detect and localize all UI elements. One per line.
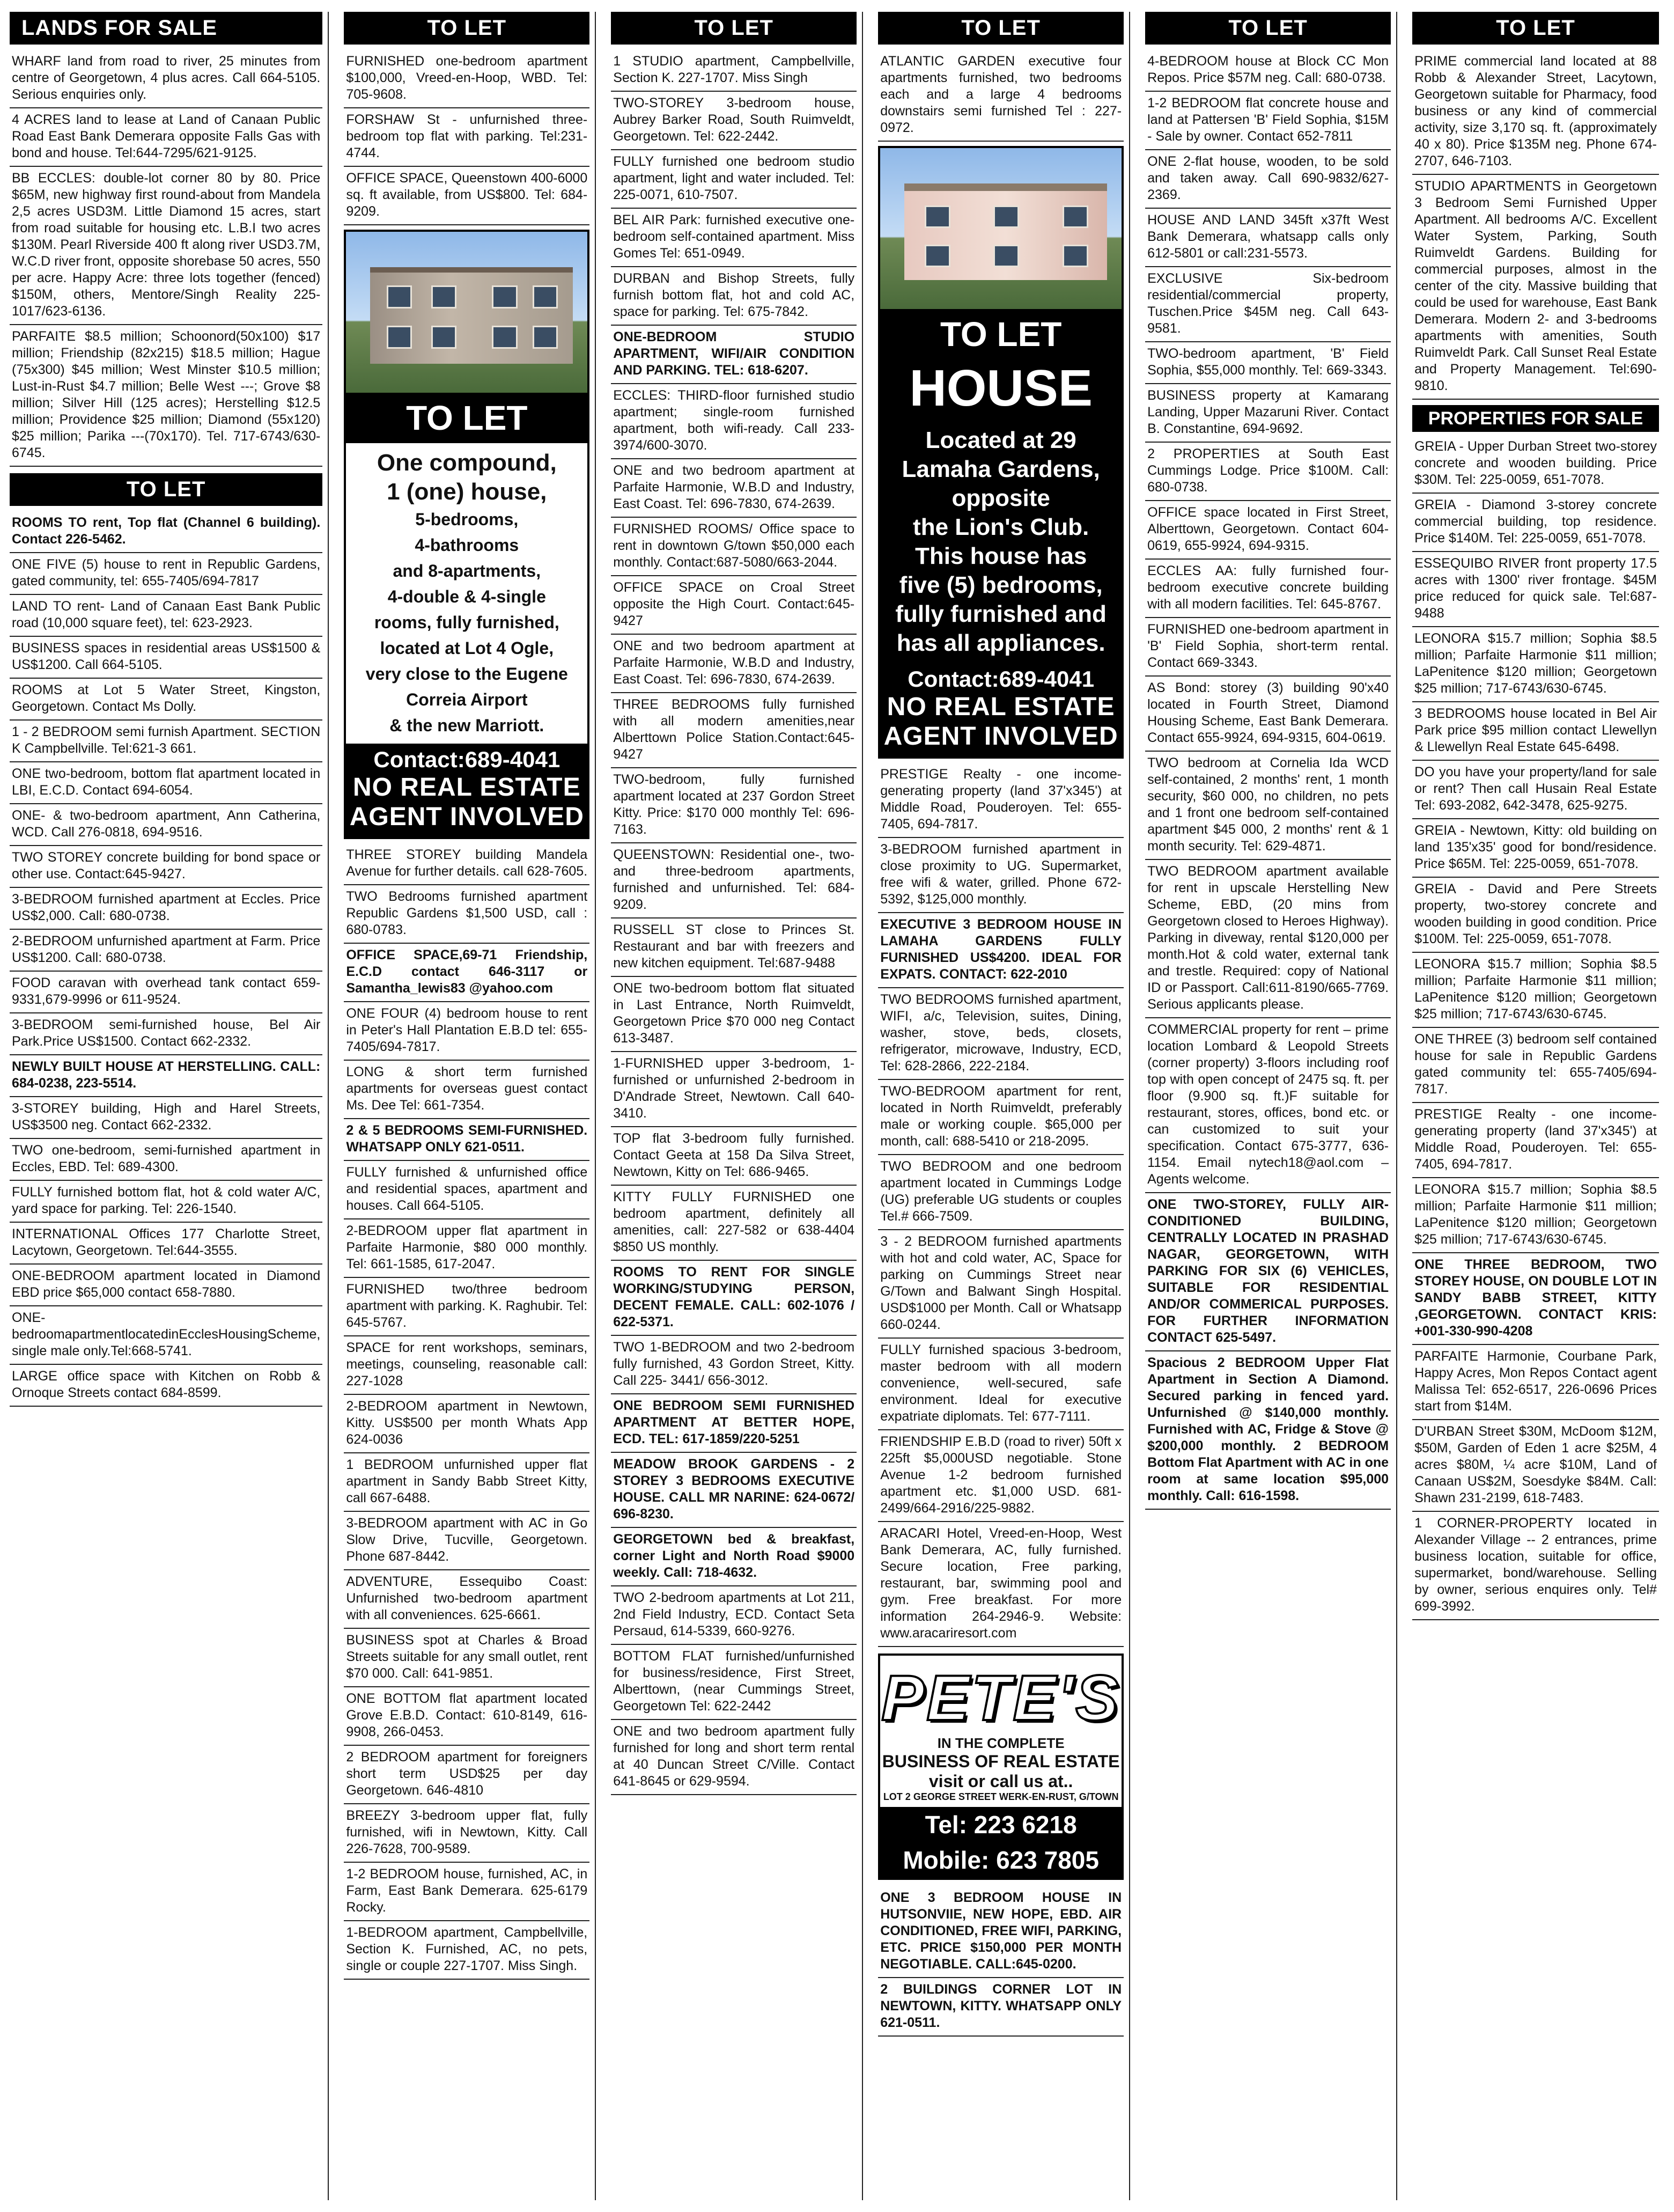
petes-real-estate-ad xyxy=(878,1654,1124,1880)
classified-ad: TWO BEDROOM and one bedroom apartment located in Cummings Lodge (UG) preferable UG students or couples Tel.# 666-7509. xyxy=(878,1155,1124,1230)
classified-ad: WHARF land from road to river, 25 minutes from centre of Georgetown, 4 plus acres. Call 664-5105. Serious enquiries only. xyxy=(10,50,322,108)
classified-ad: TWO BEDROOM apartment available for rent in upscale Herstelling New Scheme, EBD, (20 mins from Georgetown closed to Heroes Highway). Parking in diveway, rental $120,000 per month.Hot & cold water, external tank and trestle. Required: copy of National ID or Passport. Call:611-8190/665-7769. Serious applicants please. xyxy=(1145,860,1391,1018)
promo-contact: Contact:689-4041 xyxy=(346,744,587,773)
promo-body xyxy=(880,421,1122,663)
column-to-let-4 xyxy=(878,12,1130,2200)
classified-ad: TWO 1-BEDROOM and two 2-bedroom fully furnished, 43 Gordon Street, Kitty. Call 225- 3441/ 656-3012. xyxy=(611,1336,857,1394)
classified-ad: THREE BEDROOMS fully furnished with all modern amenities,near Alberttown Police Station.Contact:645-9427 xyxy=(611,693,857,768)
classified-ad: ONE and two bedroom apartment at Parfaite Harmonie, W.B.D and Industry, East Coast. Tel: 696-7830, 674-2639. xyxy=(611,635,857,693)
classified-ad: FOOD caravan with overhead tank contact 659-9331,679-9996 or 611-9524. xyxy=(10,972,322,1013)
promo-line: the Lion's Club. xyxy=(913,514,1089,540)
house-photo xyxy=(880,148,1122,309)
classified-ad: SPACE for rent workshops, seminars, meetings, counseling, reasonable call: 227-1028 xyxy=(344,1336,589,1395)
column-to-let-6 xyxy=(1412,12,1664,2200)
classified-ad: ONE TWO-STOREY, FULLY AIR-CONDITIONED BUILDING, CENTRALLY LOCATED IN PRASHAD NAGAR, GEORGETOWN, WITH PARKING FOR SIX (6) VEHICLES, SUITABLE FOR RESIDENTIAL AND/OR COMMERICAL PURPOSES. FOR FURTHER INFORMATION CONTACT 625-5497. xyxy=(1145,1193,1391,1351)
classified-ad: FRIENDSHIP E.B.D (road to river) 50ft x 225ft $5,000USD negotiable. Stone Avenue 1-2 bedroom furnished apartment etc. $1,000 USD. 681-2499/664-2916/225-9882. xyxy=(878,1430,1124,1522)
petes-mobile: Mobile: 623 7805 xyxy=(880,1842,1122,1878)
classified-ad: ROOMS at Lot 5 Water Street, Kingston, Georgetown. Contact Ms Dolly. xyxy=(10,679,322,721)
classified-ad: EXCLUSIVE Six-bedroom residential/commercial property, Tuschen.Price $45M neg. Call 643-9581. xyxy=(1145,267,1391,342)
promo-line: very close to the Eugene xyxy=(365,664,568,684)
classified-ad: 3-BEDROOM semi-furnished house, Bel Air Park.Price US$1500. Contact 662-2332. xyxy=(10,1013,322,1055)
classified-ad: LARGE office space with Kitchen on Robb & Ornoque Streets contact 684-8599. xyxy=(10,1365,322,1407)
classified-ad: TWO-BEDROOM apartment for rent, located in North Ruimveldt, preferably male or working couple. $65,000 per month, call: 688-5410 or 218-2095. xyxy=(878,1080,1124,1155)
classified-ad: ONE BOTTOM flat apartment located Grove E.B.D. Contact: 610-8149, 616-9908, 266-0453. xyxy=(344,1687,589,1746)
section-header: TO LET xyxy=(1412,12,1659,45)
classified-ad: 1 CORNER-PROPERTY located in Alexander Village -- 2 entrances, prime business location, suitable for office, supermarket, bond/warehouse. Selling by owner, serious enquires only. Tel# 699-3992. xyxy=(1412,1512,1659,1620)
classified-ad: QUEENSTOWN: Residential one-, two- and three-bedroom apartments, furnished and unfurnished. Tel: 684-9209. xyxy=(611,843,857,918)
classified-ad: TWO Bedrooms furnished apartment Republic Gardens $1,500 USD, call : 680-0783. xyxy=(344,885,589,944)
promo-contact: Contact:689-4041 xyxy=(880,663,1122,692)
classified-ad: 2-BEDROOM upper flat apartment in Parfaite Harmonie, $80 000 monthly. Tel: 661-1585, 617-2047. xyxy=(344,1219,589,1278)
classified-ad: RUSSELL ST close to Princes St. Restaurant and bar with freezers and new kitchen equipment. Tel:687-9488 xyxy=(611,918,857,977)
classified-ad: 2 BUILDINGS CORNER LOT IN NEWTOWN, KITTY. WHATSAPP ONLY 621-0511. xyxy=(878,1978,1124,2037)
column-to-let-3 xyxy=(611,12,863,2200)
classified-ad: AS Bond: storey (3) building 90'x40 located in Fourth Street, Diamond Housing Scheme, East Bank Demerara. Contact 655-9924, 694-9315, 604-0619. xyxy=(1145,677,1391,752)
promo-line: This house has xyxy=(915,543,1087,569)
promo-line: opposite xyxy=(952,485,1050,511)
section-header: PROPERTIES FOR SALE xyxy=(1412,405,1659,432)
classified-ad: BUSINESS spot at Charles & Broad Streets suitable for any small outlet, rent $70 000. Call: 641-9851. xyxy=(344,1629,589,1687)
classified-ad: 1-2 BEDROOM house, furnished, AC, in Farm, East Bank Demerara. 625-6179 Rocky. xyxy=(344,1863,589,1921)
classified-ad: 3 BEDROOMS house located in Bel Air Park price $95 million contact Llewellyn & Llewellyn Real Estate 645-6498. xyxy=(1412,702,1659,761)
classified-ad: KITTY FULLY FURNISHED one bedroom apartment, definitely all amenities, call: 227-582 or 638-4404 $850 US monthly. xyxy=(611,1186,857,1261)
classified-ad: DO you have your property/land for sale or rent? Then call Husain Real Estate Tel: 693-2082, 642-3478, 625-9275. xyxy=(1412,761,1659,819)
promo-title: TO LET xyxy=(346,393,587,443)
classified-ad: ONE and two bedroom apartment fully furnished for long and short term rental at 40 Duncan Street C/Ville. Contact 641-8645 or 629-9594. xyxy=(611,1720,857,1795)
classified-ad: 1-FURNISHED upper 3-bedroom, 1-furnished or unfurnished 2-bedroom in D'Andrade Street, Newtown. Call 640-3410. xyxy=(611,1052,857,1127)
classified-ad: ONE 3 BEDROOM HOUSE IN HUTSONVIIE, NEW HOPE, EBD. AIR CONDITIONED, FREE WIFI, PARKING, ETC. PRICE $150,000 PER MONTH NEGOTIABLE. CALL:645-0200. xyxy=(878,1886,1124,1978)
petes-phone: Tel: 223 6218 xyxy=(880,1807,1122,1842)
classified-ad: 2 PROPERTIES at South East Cummings Lodge. Price $100M. Call: 680-0738. xyxy=(1145,443,1391,501)
classified-ad: LONG & short term furnished apartments for overseas guest contact Ms. Dee Tel: 661-7354. xyxy=(344,1061,589,1119)
classified-ad: ROOMS TO RENT FOR SINGLE WORKING/STUDYING PERSON, DECENT FEMALE. CALL: 602-1076 / 622-5371. xyxy=(611,1261,857,1336)
classified-ad: 1-BEDROOM apartment, Campbellville, Section K. Furnished, AC, no pets, single or couple 227-1707. Miss Singh. xyxy=(344,1921,589,1980)
classified-ad: ONE 2-flat house, wooden, to be sold and taken away. Call 690-9832/627-2369. xyxy=(1145,150,1391,209)
classified-ad: ESSEQUIBO RIVER front property 17.5 acres with 1300' river frontage. $45M price reduced for quick sale. Tel:687-9488 xyxy=(1412,552,1659,627)
classified-ad: ECCLES: THIRD-floor furnished studio apartment; single-room furnished apartment, both wifi-ready. Call 233-3974/600-3070. xyxy=(611,384,857,459)
classified-ad: THREE STOREY building Mandela Avenue for further details. call 628-7605. xyxy=(344,843,589,885)
classified-ad: 3-BEDROOM furnished apartment in close proximity to UG. Supermarket, free wifi & water, grilled. Phone 672-5392, $125,000 monthly. xyxy=(878,838,1124,913)
classified-ad: TWO bedroom at Cornelia Ida WCD self-contained, 2 months' rent, 1 month security, $60 000, no children, no pets and 1 front one bedroom self-contained apartment $45 000, 2 months' rent & 1 month security. Tel: 629-4871. xyxy=(1145,752,1391,860)
classified-ad: FURNISHED two/three bedroom apartment with parking. K. Raghubir. Tel: 645-5767. xyxy=(344,1278,589,1336)
classified-ad: GEORGETOWN bed & breakfast, corner Light and North Road $9000 weekly. Call: 718-4632. xyxy=(611,1528,857,1586)
building-illustration xyxy=(370,267,573,364)
classified-ad: INTERNATIONAL Offices 177 Charlotte Street, Lacytown, Georgetown. Tel:644-3555. xyxy=(10,1223,322,1265)
classified-ad: DURBAN and Bishop Streets, fully furnish bottom flat, hot and cold AC, space for parking. Tel: 675-7842. xyxy=(611,267,857,326)
classified-ad: STUDIO APARTMENTS in Georgetown 3 Bedroom Semi Furnished Upper Apartment. All bedrooms A/C. Excellent Water System, Parking, South Ruimveldt Gardens. Building for commercial purposes, almost in the center of the city. Massive building that could be used for warehouse, East Bank Demerara. Modern 2- and 3-bedrooms apartments with amenities, South Ruimveldt Park. Call Sunset Real Estate and Property Management. Tel:690-9810. xyxy=(1412,175,1659,400)
classified-ad: TWO-STOREY 3-bedroom house, Aubrey Barker Road, South Ruimveldt, Georgetown. Tel: 622-2442. xyxy=(611,92,857,150)
section-header: TO LET xyxy=(611,12,857,45)
classified-ad: PARFAITE Harmonie, Courbane Park, Happy Acres, Mon Repos Contact agent Malissa Tel: 652-6517, 226-0696 Prices start from $14M. xyxy=(1412,1345,1659,1420)
section-header: TO LET xyxy=(344,12,589,45)
classified-ad: BREEZY 3-bedroom upper flat, fully furnished, wifi in Newtown, Kitty. Call 226-7628, 700-9589. xyxy=(344,1804,589,1863)
classified-ad: ONE BEDROOM SEMI FURNISHED APARTMENT AT BETTER HOPE, ECD. TEL: 617-1859/220-5251 xyxy=(611,1394,857,1453)
section-header: TO LET xyxy=(10,473,322,506)
classified-ad: 3 - 2 BEDROOM furnished apartments with hot and cold water, AC, Space for parking on Cummings Street near G/Town and Balwant Singh Hospital. USD$1000 per Month. Call or Whatsapp 660-0244. xyxy=(878,1230,1124,1339)
classified-ad: GREIA - Newtown, Kitty: old building on land 135'x35' good for bond/residence. Price $65M. Tel: 225-0059, 651-7078. xyxy=(1412,819,1659,878)
classified-ad: ROOMS TO rent, Top flat (Channel 6 building). Contact 226-5462. xyxy=(10,511,322,553)
classified-ad: 4-BEDROOM house at Block CC Mon Repos. Price $57M neg. Call: 680-0738. xyxy=(1145,50,1391,92)
classified-ad: TWO BEDROOMS furnished apartment, WIFI, a/c, Television, suites, Dining, washer, stove, beds, closets, refrigerator, microwave, Industry, ECD, Tel: 628-2866, 222-2184. xyxy=(878,988,1124,1080)
classified-ad: 2 BEDROOM apartment for foreigners short term USD$25 per day Georgetown. 646-4810 xyxy=(344,1746,589,1804)
petes-tagline: BUSINESS OF REAL ESTATE xyxy=(882,1752,1120,1771)
classified-ad: ARACARI Hotel, Vreed-en-Hoop, West Bank Demerara, AC, fully furnished. Secure location, Free parking, restaurant, bar, swimming pool and gym. Free breakfast. For more information 264-2946-9. Website: www.aracariresort.com xyxy=(878,1522,1124,1647)
classified-ad: HOUSE AND LAND 345ft x37ft West Bank Demerara, whatsapp calls only 612-5801 or call:231-5573. xyxy=(1145,209,1391,267)
house-illustration xyxy=(904,183,1107,280)
house-promo-ad xyxy=(878,146,1124,759)
classified-ad: 2 & 5 BEDROOMS SEMI-FURNISHED. WHATSAPP ONLY 621-0511. xyxy=(344,1119,589,1161)
classified-ad: GREIA - Diamond 3-storey concrete commercial building, top residence. Price $140M. Tel: 225-0059, 651-7078. xyxy=(1412,494,1659,552)
column-to-let-5 xyxy=(1145,12,1397,2200)
promo-line: 5-bedrooms, xyxy=(415,510,519,529)
building-photo xyxy=(346,232,587,393)
column-to-let-2 xyxy=(344,12,596,2200)
promo-line: rooms, fully furnished, xyxy=(374,613,559,632)
classified-ad: FULLY furnished spacious 3-bedroom, master bedroom with all modern convenience, well-secured, safe environment. Ideal for executive expatriate diplomats. Tel: 677-7111. xyxy=(878,1339,1124,1430)
classified-ad: LAND TO rent- Land of Canaan East Bank Public road (10,000 square feet), tel: 623-2923. xyxy=(10,595,322,637)
classified-ad: FURNISHED one-bedroom apartment $100,000, Vreed-en-Hoop, WBD. Tel: 705-9608. xyxy=(344,50,589,108)
classified-ad: ADVENTURE, Essequibo Coast: Unfurnished two-bedroom apartment with all conveniences. 625-6661. xyxy=(344,1570,589,1629)
classified-ad: OFFICE SPACE,69-71 Friendship, E.C.D contact 646-3117 or Samantha_lewis83 @yahoo.com xyxy=(344,944,589,1002)
classified-ad: ONE and two bedroom apartment at Parfaite Harmonie, W.B.D and Industry, East Coast. Tel: 696-7830, 674-2639. xyxy=(611,459,857,518)
promo-line: Lamaha Gardens, xyxy=(902,456,1100,482)
classified-ad: ONE-BEDROOM apartment located in Diamond EBD price $65,000 contact 658-7880. xyxy=(10,1265,322,1306)
classified-ad: COMMERCIAL property for rent – prime location Lombard & Leopold Streets (corner property) 3-floors including roof top with open concept of 2475 sq. ft. per floor (9.900 sq. ft.)F suitable for restaurant, stores, offices, bond etc. or can customized to suit your specification. Contact 675-3777, 636-1154. Email nytech18@aol.com – Agents welcome. xyxy=(1145,1018,1391,1193)
promo-note: NO REAL ESTATE AGENT INVOLVED xyxy=(880,692,1122,756)
classified-ad: OFFICE space located in First Street, Alberttown, Georgetown. Contact 604-0619, 655-9924, 694-9315. xyxy=(1145,501,1391,560)
classified-ad: ONE FOUR (4) bedroom house to rent in Peter's Hall Plantation E.B.D tel: 655-7405/694-7817. xyxy=(344,1002,589,1061)
promo-line: One compound, xyxy=(377,450,557,476)
section-header: LANDS FOR SALE xyxy=(10,12,322,45)
classified-ad: BUSINESS property at Kamarang Landing, Upper Mazaruni River. Contact B. Constantine, 694-9692. xyxy=(1145,384,1391,443)
classified-ad: LEONORA $15.7 million; Sophia $8.5 million; Parfaite Harmonie $11 million; LaPenitence $120 million; Georgetown $25 million; 717-6743/630-6745. xyxy=(1412,1178,1659,1253)
promo-note: NO REAL ESTATE AGENT INVOLVED xyxy=(346,773,587,837)
classified-ad: ONE- & two-bedroom apartment, Ann Catherina, WCD. Call 276-0818, 694-9516. xyxy=(10,804,322,846)
classified-ad: FULLY furnished bottom flat, hot & cold water A/C, yard space for parking. Tel: 226-1540. xyxy=(10,1181,322,1223)
classified-ad: Spacious 2 BEDROOM Upper Flat Apartment in Section A Diamond. Secured parking in fenced yard. Unfurnished @ $140,000 monthly. Furnished with AC, Fridge & Stove @ $200,000 monthly. 2 BEDROOM Bottom Flat Apartment with AC in one room at same location $95,000 monthly. Call: 616-1598. xyxy=(1145,1351,1391,1510)
classified-ad: PRESTIGE Realty - one income-generating property (land 37'x345') at Middle Road, Pouderoyen. Tel: 655-7405, 694-7817. xyxy=(878,763,1124,838)
classified-ad: 1-2 BEDROOM flat concrete house and land at Pattersen 'B' Field Sophia, $15M - Sale by owner. Contact 652-7811 xyxy=(1145,92,1391,150)
section-header: TO LET xyxy=(1145,12,1391,45)
classified-ad: GREIA - David and Pere Streets property, two-storey concrete and wooden building in good condition. Price $100M. Tel: 225-0059, 651-7078. xyxy=(1412,878,1659,953)
house-promo-ad xyxy=(344,230,589,839)
classified-ad: 3-BEDROOM furnished apartment at Eccles. Price US$2,000. Call: 680-0738. xyxy=(10,888,322,930)
promo-title: TO LET xyxy=(880,309,1122,359)
promo-line: 1 (one) house, xyxy=(387,479,547,505)
petes-logo: PETE'S xyxy=(881,1662,1121,1734)
classified-ad: 1 - 2 BEDROOM semi furnish Apartment. SECTION K Campbellville. Tel:621-3 661. xyxy=(10,721,322,762)
classified-ad: 4 ACRES land to lease at Land of Canaan Public Road East Bank Demerara opposite Falls Gas with bond and house. Tel:644-7295/621-9125. xyxy=(10,108,322,167)
classified-ad: TWO-bedroom, fully furnished apartment located at 237 Gordon Street Kitty. Price: $170 000 monthly Tel: 696-7163. xyxy=(611,768,857,843)
classified-ad: TWO 2-bedroom apartments at Lot 211, 2nd Field Industry, ECD. Contact Seta Persaud, 614-5339, 660-9276. xyxy=(611,1586,857,1645)
promo-line: fully furnished and xyxy=(895,601,1107,627)
classified-ad: TWO-bedroom apartment, 'B' Field Sophia, $55,000 monthly. Tel: 669-3343. xyxy=(1145,342,1391,384)
promo-line: 4-bathrooms xyxy=(415,535,519,555)
classified-ad: LEONORA $15.7 million; Sophia $8.5 million; Parfaite Harmonie $11 million; LaPenitence $120 million; Georgetown $25 million; 717-6743/630-6745. xyxy=(1412,953,1659,1028)
classified-ad: LEONORA $15.7 million; Sophia $8.5 million; Parfaite Harmonie $11 million; LaPenitence $120 million; Georgetown $25 million; 717-6743/630-6745. xyxy=(1412,627,1659,702)
classified-ad: ONE-BEDROOM STUDIO APARTMENT, WIFI/AIR CONDITION AND PARKING. TEL: 618-6207. xyxy=(611,326,857,384)
classified-ad: FULLY furnished & unfurnished office and residential spaces, apartment and houses. Call 664-5105. xyxy=(344,1161,589,1219)
classified-ad: MEADOW BROOK GARDENS - 2 STOREY 3 BEDROOMS EXECUTIVE HOUSE. CALL MR NARINE: 624-0672/ 696-8230. xyxy=(611,1453,857,1528)
promo-line: & the new Marriott. xyxy=(389,716,544,735)
promo-line: and 8-apartments, xyxy=(393,561,541,580)
promo-line: Correia Airport xyxy=(406,690,528,709)
promo-line: five (5) bedrooms, xyxy=(899,572,1103,598)
classified-ad: ONE THREE (3) bedroom self contained house for sale in Republic Gardens gated community tel: 655-7405/694-7817. xyxy=(1412,1028,1659,1103)
petes-tagline: IN THE COMPLETE xyxy=(937,1735,1065,1751)
classified-ad: TWO STOREY concrete building for bond space or other use. Contact:645-9427. xyxy=(10,846,322,888)
petes-address: LOT 2 GEORGE STREET WERK-EN-RUST, G/TOWN xyxy=(883,1791,1119,1802)
classified-ad: 2-BEDROOM unfurnished apartment at Farm. Price US$1200. Call: 680-0738. xyxy=(10,930,322,972)
promo-body xyxy=(346,443,587,744)
classified-ad: ECCLES AA: fully furnished four-bedroom executive concrete building with all modern facilities. Tel: 645-8767. xyxy=(1145,560,1391,618)
promo-house-label: HOUSE xyxy=(880,359,1122,421)
classified-ad: GREIA - Upper Durban Street two-storey concrete and wooden building. Price $30M. Tel: 225-0059, 651-7078. xyxy=(1412,435,1659,494)
classified-ad: BEL AIR Park: furnished executive one-bedroom self-contained apartment. Miss Gomes Tel: 651-0949. xyxy=(611,209,857,267)
classified-ad: NEWLY BUILT HOUSE AT HERSTELLING. CALL: 684-0238, 223-5514. xyxy=(10,1055,322,1097)
classified-ad: PARFAITE $8.5 million; Schoonord(50x100) $17 million; Friendship (82x215) $18.5 million; Hague (75x300) $45 million; West Minster $10.5 million; Lust-in-Rust $4.7 million; Belle West ---; Grove $8 million; Silver Hill (125 acres); Herstelling $12.5 million; Providence $25 million; Diamond (55x120) $25 million; Parika ---(70x170). Tel. 717-6743/630-6745. xyxy=(10,325,322,467)
promo-line: Located at 29 xyxy=(925,427,1076,453)
classified-ad: FURNISHED one-bedroom apartment in 'B' Field Sophia, short-term rental. Contact 669-3343. xyxy=(1145,618,1391,677)
classified-ad: FULLY furnished one bedroom studio apartment, light and water included. Tel: 225-0071, 610-7507. xyxy=(611,150,857,209)
classified-ad: 3-STOREY building, High and Harel Streets, US$3500 neg. Contact 662-2332. xyxy=(10,1097,322,1139)
classified-ad: ONE THREE BEDROOM, TWO STOREY HOUSE, ON DOUBLE LOT IN SANDY BABB STREET, KITTY ,GEORGETOWN. CONTACT KRIS: +001-330-990-4208 xyxy=(1412,1253,1659,1345)
classified-ad: TOP flat 3-bedroom fully furnished. Contact Geeta at 158 Da Silva Street, Newtown, Kitty on Tel: 686-9465. xyxy=(611,1127,857,1186)
column-lands-for-sale xyxy=(10,12,329,2200)
classified-ad: OFFICE SPACE, Queenstown 400-6000 sq. ft available, from US$800. Tel: 684-9209. xyxy=(344,167,589,225)
classified-ad: BUSINESS spaces in residential areas US$1500 & US$1200. Call 664-5105. xyxy=(10,637,322,679)
promo-line: located at Lot 4 Ogle, xyxy=(380,638,554,658)
classified-ad: 2-BEDROOM apartment in Newtown, Kitty. US$500 per month Whats App 624-0036 xyxy=(344,1395,589,1453)
section-header: TO LET xyxy=(878,12,1124,45)
classified-ad: 1 STUDIO apartment, Campbellville, Section K. 227-1707. Miss Singh xyxy=(611,50,857,92)
classified-ad: PRIME commercial land located at 88 Robb & Alexander Street, Lacytown, Georgetown suitable for Pharmacy, food business or any kind of commercial activity, size 3,170 sq. ft. (approximately 40 x 80). Price $135M neg. Phone 674-2707, 646-7103. xyxy=(1412,50,1659,175)
classified-ad: BOTTOM FLAT furnished/unfurnished for business/residence, First Street, Alberttown, (near Cummings Street, Georgetown Tel: 622-2442 xyxy=(611,1645,857,1720)
classified-ad: FURNISHED ROOMS/ Office space to rent in downtown G/town $50,000 each monthly. Contact:687-5080/663-2044. xyxy=(611,518,857,576)
classified-ad: OFFICE SPACE on Croal Street opposite the High Court. Contact:645-9427 xyxy=(611,576,857,635)
promo-line: has all appliances. xyxy=(896,630,1105,656)
classified-ad: ONE FIVE (5) house to rent in Republic Gardens, gated community, tel: 655-7405/694-7817 xyxy=(10,553,322,595)
classified-ad: D'URBAN Street $30M, McDoom $12M, $50M, Garden of Eden 1 acre $25M, 4 acres $80M, ¼ acre $10M, Land of Canaan US$2M, Soesdyke $84M. Call: Shawn 231-2199, 618-7483. xyxy=(1412,1420,1659,1512)
classified-ad: 3-BEDROOM apartment with AC in Go Slow Drive, Tucville, Georgetown. Phone 687-8442. xyxy=(344,1512,589,1570)
classified-ad: EXECUTIVE 3 BEDROOM HOUSE IN LAMAHA GARDENS FULLY FURNISHED US$4200. IDEAL FOR EXPATS. CONTACT: 622-2010 xyxy=(878,913,1124,988)
classified-ad: ONE two-bedroom, bottom flat apartment located in LBI, E.C.D. Contact 694-6054. xyxy=(10,762,322,804)
petes-tagline: visit or call us at.. xyxy=(928,1772,1073,1791)
classified-ad: FORSHAW St - unfurnished three-bedroom top flat with parking. Tel:231-4744. xyxy=(344,108,589,167)
classified-ad: PRESTIGE Realty - one income-generating property (land 37'x345') at Middle Road, Pouderoyen. Tel: 655-7405, 694-7817. xyxy=(1412,1103,1659,1178)
classified-ad: ATLANTIC GARDEN executive four apartments furnished, two bedrooms each and a large 4 bedrooms downstairs semi furnished Tel : 227-0972. xyxy=(878,50,1124,142)
classified-ad: 1 BEDROOM unfurnished upper flat apartment in Sandy Babb Street Kitty, call 667-6488. xyxy=(344,1453,589,1512)
classified-ad: ONE-bedroomapartmentlocatedinEcclesHousingScheme, single male only.Tel:668-5741. xyxy=(10,1306,322,1365)
promo-line: 4-double & 4-single xyxy=(387,587,546,606)
classified-ad: ONE two-bedroom bottom flat situated in Last Entrance, North Ruimveldt, Georgetown Price $70 000 neg Contact 613-3487. xyxy=(611,977,857,1052)
classified-ad: TWO one-bedroom, semi-furnished apartment in Eccles, EBD. Tel: 689-4300. xyxy=(10,1139,322,1181)
classified-ad: BB ECCLES: double-lot corner 80 by 80. Price $65M, new highway first round-about from Mandela 2,5 acres USD3M. Little Diamond 15 acres, start from road suitable for housing etc. L.B.I two acres $130M. Pearl Riverside 400 ft along river USD3.7M, W.C.D river front, opposite shorebase 50 acres, 550 per acre. Happy Acre: three lots together (fenced) $150M, others, Mentore/Singh Reality 225-1017/623-6136. xyxy=(10,167,322,325)
